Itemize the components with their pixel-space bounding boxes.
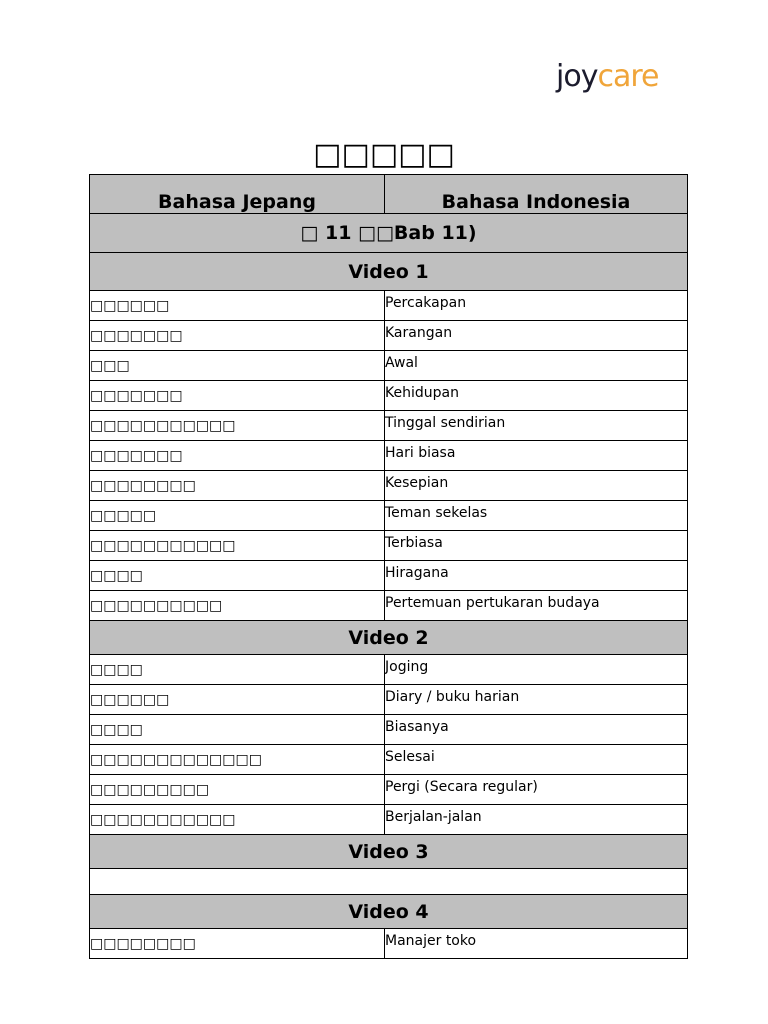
- joycare-logo: [556, 60, 668, 104]
- japanese-cell: □□□□□□: [90, 685, 385, 715]
- table-row: [90, 715, 688, 745]
- empty-cell: [90, 869, 688, 895]
- table-row: [90, 685, 688, 715]
- japanese-cell: □□□□: [90, 561, 385, 591]
- table-row: [90, 471, 688, 501]
- japanese-cell: □□□□□□□□□□□: [90, 805, 385, 835]
- table-row: [90, 381, 688, 411]
- video-heading: Video 3: [90, 835, 688, 869]
- indonesian-cell: Berjalan-jalan: [385, 805, 688, 835]
- japanese-cell: □□□□□□□□: [90, 471, 385, 501]
- table-row: [90, 531, 688, 561]
- video-section-row: [90, 835, 688, 869]
- indonesian-cell: Diary / buku harian: [385, 685, 688, 715]
- document-title: □□□□□: [313, 137, 455, 172]
- table-header-row: [90, 175, 688, 214]
- japanese-cell: □□□□□□□□□□□: [90, 411, 385, 441]
- video-heading: Video 1: [90, 253, 688, 291]
- chapter-heading: □ 11 □□Bab 11): [90, 214, 688, 253]
- indonesian-cell: Karangan: [385, 321, 688, 351]
- indonesian-cell: Pergi (Secara regular): [385, 775, 688, 805]
- chapter-row: [90, 214, 688, 253]
- table-row: [90, 929, 688, 959]
- table-row: [90, 775, 688, 805]
- table-row: [90, 591, 688, 621]
- indonesian-cell: Selesai: [385, 745, 688, 775]
- header-indonesian: Bahasa Indonesia: [385, 175, 688, 214]
- header-japanese: Bahasa Jepang: [90, 175, 385, 214]
- table-row: [90, 501, 688, 531]
- japanese-cell: □□□□: [90, 715, 385, 745]
- table-row: [90, 655, 688, 685]
- indonesian-cell: Hari biasa: [385, 441, 688, 471]
- empty-row: [90, 869, 688, 895]
- indonesian-cell: Kesepian: [385, 471, 688, 501]
- vocabulary-table: [89, 174, 688, 959]
- japanese-cell: □□□□□□□□□□: [90, 591, 385, 621]
- table-row: [90, 561, 688, 591]
- logo-wordmark: [556, 60, 668, 94]
- indonesian-cell: Terbiasa: [385, 531, 688, 561]
- japanese-cell: □□□□□□□□□: [90, 775, 385, 805]
- japanese-cell: □□□: [90, 351, 385, 381]
- table-row: [90, 291, 688, 321]
- table-row: [90, 441, 688, 471]
- video-section-row: [90, 253, 688, 291]
- japanese-cell: □□□□□□: [90, 291, 385, 321]
- indonesian-cell: Joging: [385, 655, 688, 685]
- japanese-cell: □□□□□□□: [90, 381, 385, 411]
- video-section-row: [90, 895, 688, 929]
- table-row: [90, 745, 688, 775]
- japanese-cell: □□□□□□□□□□□: [90, 531, 385, 561]
- indonesian-cell: Teman sekelas: [385, 501, 688, 531]
- video-section-row: [90, 621, 688, 655]
- table-row: [90, 805, 688, 835]
- japanese-cell: □□□□: [90, 655, 385, 685]
- logo-text-care: care: [597, 59, 659, 94]
- indonesian-cell: Pertemuan pertukaran budaya: [385, 591, 688, 621]
- logo-text-joy: joy: [556, 59, 598, 94]
- indonesian-cell: Tinggal sendirian: [385, 411, 688, 441]
- video-heading: Video 4: [90, 895, 688, 929]
- table-row: [90, 321, 688, 351]
- japanese-cell: □□□□□□□□□□□□□: [90, 745, 385, 775]
- table-row: [90, 411, 688, 441]
- japanese-cell: □□□□□: [90, 501, 385, 531]
- indonesian-cell: Percakapan: [385, 291, 688, 321]
- indonesian-cell: Biasanya: [385, 715, 688, 745]
- video-heading: Video 2: [90, 621, 688, 655]
- table-row: [90, 351, 688, 381]
- indonesian-cell: Manajer toko: [385, 929, 688, 959]
- indonesian-cell: Kehidupan: [385, 381, 688, 411]
- indonesian-cell: Hiragana: [385, 561, 688, 591]
- indonesian-cell: Awal: [385, 351, 688, 381]
- japanese-cell: □□□□□□□: [90, 441, 385, 471]
- japanese-cell: □□□□□□□: [90, 321, 385, 351]
- japanese-cell: □□□□□□□□: [90, 929, 385, 959]
